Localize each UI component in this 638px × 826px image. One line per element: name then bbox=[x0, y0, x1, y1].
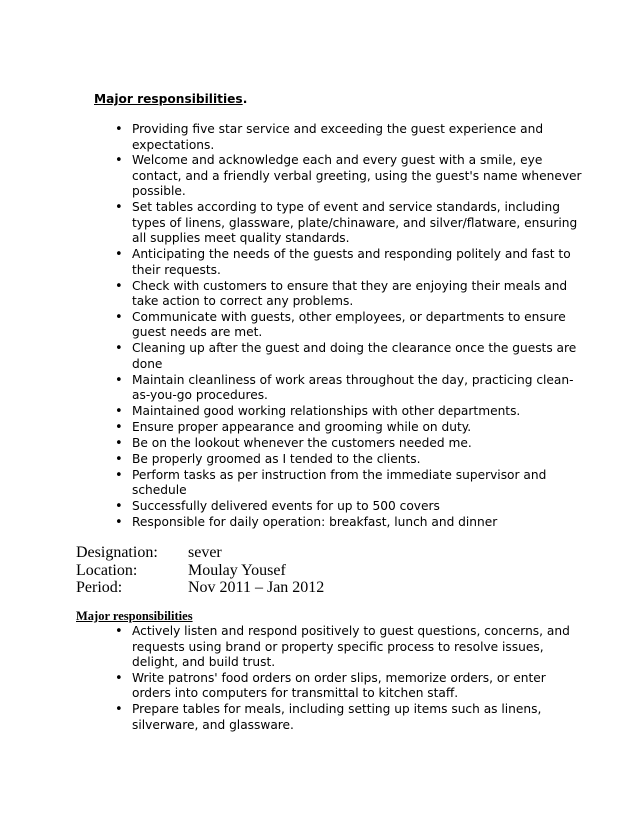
list-item: • Set tables according to type of event and service standards, including types of linens, glassware, plate/chinaware, and silver/flatware, ensuring all supplies meet quality standards. bbox=[113, 200, 583, 247]
list-item: • Ensure proper appearance and grooming while on duty. bbox=[113, 420, 583, 436]
period-value: Nov 2011 – Jan 2012 bbox=[188, 579, 325, 597]
list-item: • Be on the lookout whenever the customers needed me. bbox=[113, 436, 583, 452]
list-item: • Successfully delivered events for up to 500 covers bbox=[113, 499, 583, 515]
list-item: • Actively listen and respond positively to guest questions, concerns, and requests using brand or property specific process to resolve issues, delight, and build trust. bbox=[113, 624, 583, 671]
location-row bbox=[76, 562, 324, 580]
list-item: • Write patrons' food orders on order slips, memorize orders, or enter orders into computers for transmittal to kitchen staff. bbox=[113, 671, 583, 702]
list-item: • Responsible for daily operation: breakfast, lunch and dinner bbox=[113, 515, 583, 531]
section-heading-major-responsibilities bbox=[94, 92, 247, 108]
list-item: • Check with customers to ensure that they are enjoying their meals and take action to correct any problems. bbox=[113, 279, 583, 310]
list-item: • Be properly groomed as I tended to the clients. bbox=[113, 452, 583, 468]
location-value: Moulay Yousef bbox=[188, 561, 286, 579]
list-item: • Welcome and acknowledge each and every guest with a smile, eye contact, and a friendly verbal greeting, using the guest's name whenever possible. bbox=[113, 153, 583, 200]
designation-row bbox=[76, 544, 324, 562]
designation-value: sever bbox=[188, 544, 222, 561]
list-item: • Maintained good working relationships with other departments. bbox=[113, 404, 583, 420]
period-label: Period: bbox=[76, 579, 123, 597]
job-details bbox=[76, 544, 324, 597]
section-heading-text: Major responsibilities bbox=[94, 92, 243, 106]
list-item: • Providing five star service and exceeding the guest experience and expectations. bbox=[113, 122, 583, 153]
location-label: Location: bbox=[76, 561, 138, 579]
responsibilities-list bbox=[113, 122, 583, 531]
list-item: • Maintain cleanliness of work areas throughout the day, practicing clean-as-you-go procedures. bbox=[113, 373, 583, 404]
responsibilities-list-2 bbox=[113, 624, 583, 734]
list-item: • Anticipating the needs of the guests and responding politely and fast to their requests. bbox=[113, 247, 583, 278]
list-item: • Prepare tables for meals, including setting up items such as linens, silverware, and glassware. bbox=[113, 702, 583, 733]
list-item: • Cleaning up after the guest and doing the clearance once the guests are done bbox=[113, 341, 583, 372]
list-item: • Communicate with guests, other employees, or departments to ensure guest needs are met. bbox=[113, 310, 583, 341]
period-row bbox=[76, 579, 324, 597]
section-heading-suffix: . bbox=[242, 92, 248, 106]
list-item: • Perform tasks as per instruction from the immediate supervisor and schedule bbox=[113, 468, 583, 499]
section-heading-major-responsibilities-2: Major responsibilities bbox=[76, 609, 193, 623]
designation-label: Designation: bbox=[76, 544, 158, 561]
